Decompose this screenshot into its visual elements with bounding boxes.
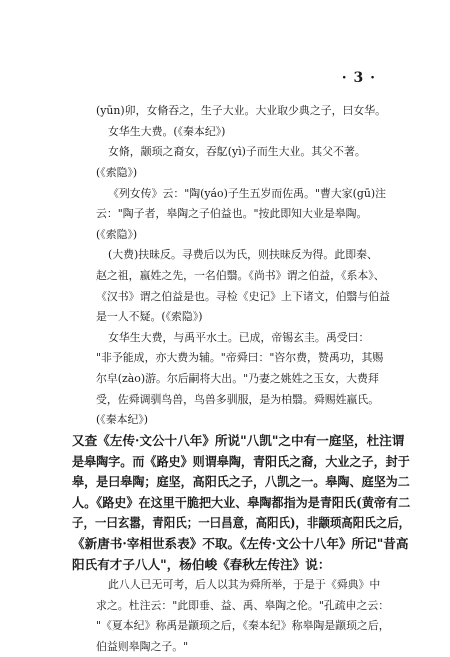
text-line: 皋，是曰皋陶；庭坚，高阳氏之子，八凯之一。皋陶、庭坚为二 bbox=[72, 474, 410, 490]
text-line: 伯益则皋陶之子。" bbox=[96, 640, 189, 653]
text-line: 是一人不疑。(《索隐》) bbox=[96, 310, 203, 324]
text-line: 赵之祖，嬴姓之先，一名伯翳。《尚书》谓之伯益，《系本》、 bbox=[96, 268, 385, 282]
text-line: (《索隐》) bbox=[96, 165, 138, 179]
text-line: 女华生大费。(《秦本纪》) bbox=[108, 124, 226, 138]
text-line: 子，一曰玄嚣，青阳氏；一曰昌意，高阳氏)，非颛顼高阳氏之后， bbox=[72, 515, 411, 531]
text-line: 云："陶子者，皋陶之子伯益也。"按此即知大业是皋陶。 bbox=[96, 207, 368, 221]
text-line: (大费)扶昧反。寻费后以为氏，则扶昧反为得。此即秦、 bbox=[108, 248, 378, 262]
text-line: 尔皁(zào)游。尔后嗣将大出。"乃妻之姚姓之玉女，大费拜 bbox=[96, 372, 379, 385]
text-line: 女华生大费，与禹平水土。已成，帝锡玄圭。禹受曰： bbox=[108, 330, 370, 344]
page-number: · 3 · bbox=[341, 70, 376, 86]
text-line: "非予能成，亦大费为辅。"帝舜曰："咨尔费，赞禹功，其赐 bbox=[96, 351, 384, 365]
text-line: "《夏本纪》称禹是颛顼之后，《秦本纪》称皋陶是颛顼之后， bbox=[96, 619, 390, 633]
text-line: 又查《左传·文公十八年》所说"八凯"之中有一庭坚，杜注谓 bbox=[72, 432, 405, 448]
text-line: (《索隐》) bbox=[96, 227, 138, 241]
text-line: (《秦本纪》) bbox=[96, 413, 149, 427]
text-line: 此八人已无可考，后人以其为舜所举，于是于《舜典》中 bbox=[108, 578, 381, 592]
text-line: 女脩，颛顼之裔女，吞鳦(yì)子而生大业。其父不著。 bbox=[108, 145, 366, 159]
text-line: 《新唐书·宰相世系表》不取。《左传·文公十八年》所记"昔高 bbox=[72, 535, 409, 551]
text-line: (yūn)卯，女脩吞之，生子大业。大业取少典之子，曰女华。 bbox=[96, 104, 387, 117]
text-line: 是皋陶字。而《路史》则谓皋陶，青阳氏之裔，大业之子，封于 bbox=[72, 453, 410, 469]
text-line: 《汉书》谓之伯益是也。寻检《史记》上下诸文，伯翳与伯益 bbox=[96, 289, 391, 303]
text-line: 受，佐舜调驯鸟兽，鸟兽多驯服，是为柏翳。舜赐姓嬴氏。 bbox=[96, 392, 380, 406]
text-line: 《列女传》云："陶(yáo)子生五岁而佐禹。"曹大家(gū)注 bbox=[108, 186, 387, 200]
text-line: 阳氏有才子八人"，杨伯峻《春秋左传注》说： bbox=[72, 556, 331, 572]
text-line: 求之。杜注云："此即垂、益、禹、皋陶之伦。"孔疏申之云： bbox=[96, 598, 390, 612]
text-line: 人。《路史》在这里干脆把大业、皋陶都指为是青阳氏(黄帝有二 bbox=[72, 494, 411, 510]
